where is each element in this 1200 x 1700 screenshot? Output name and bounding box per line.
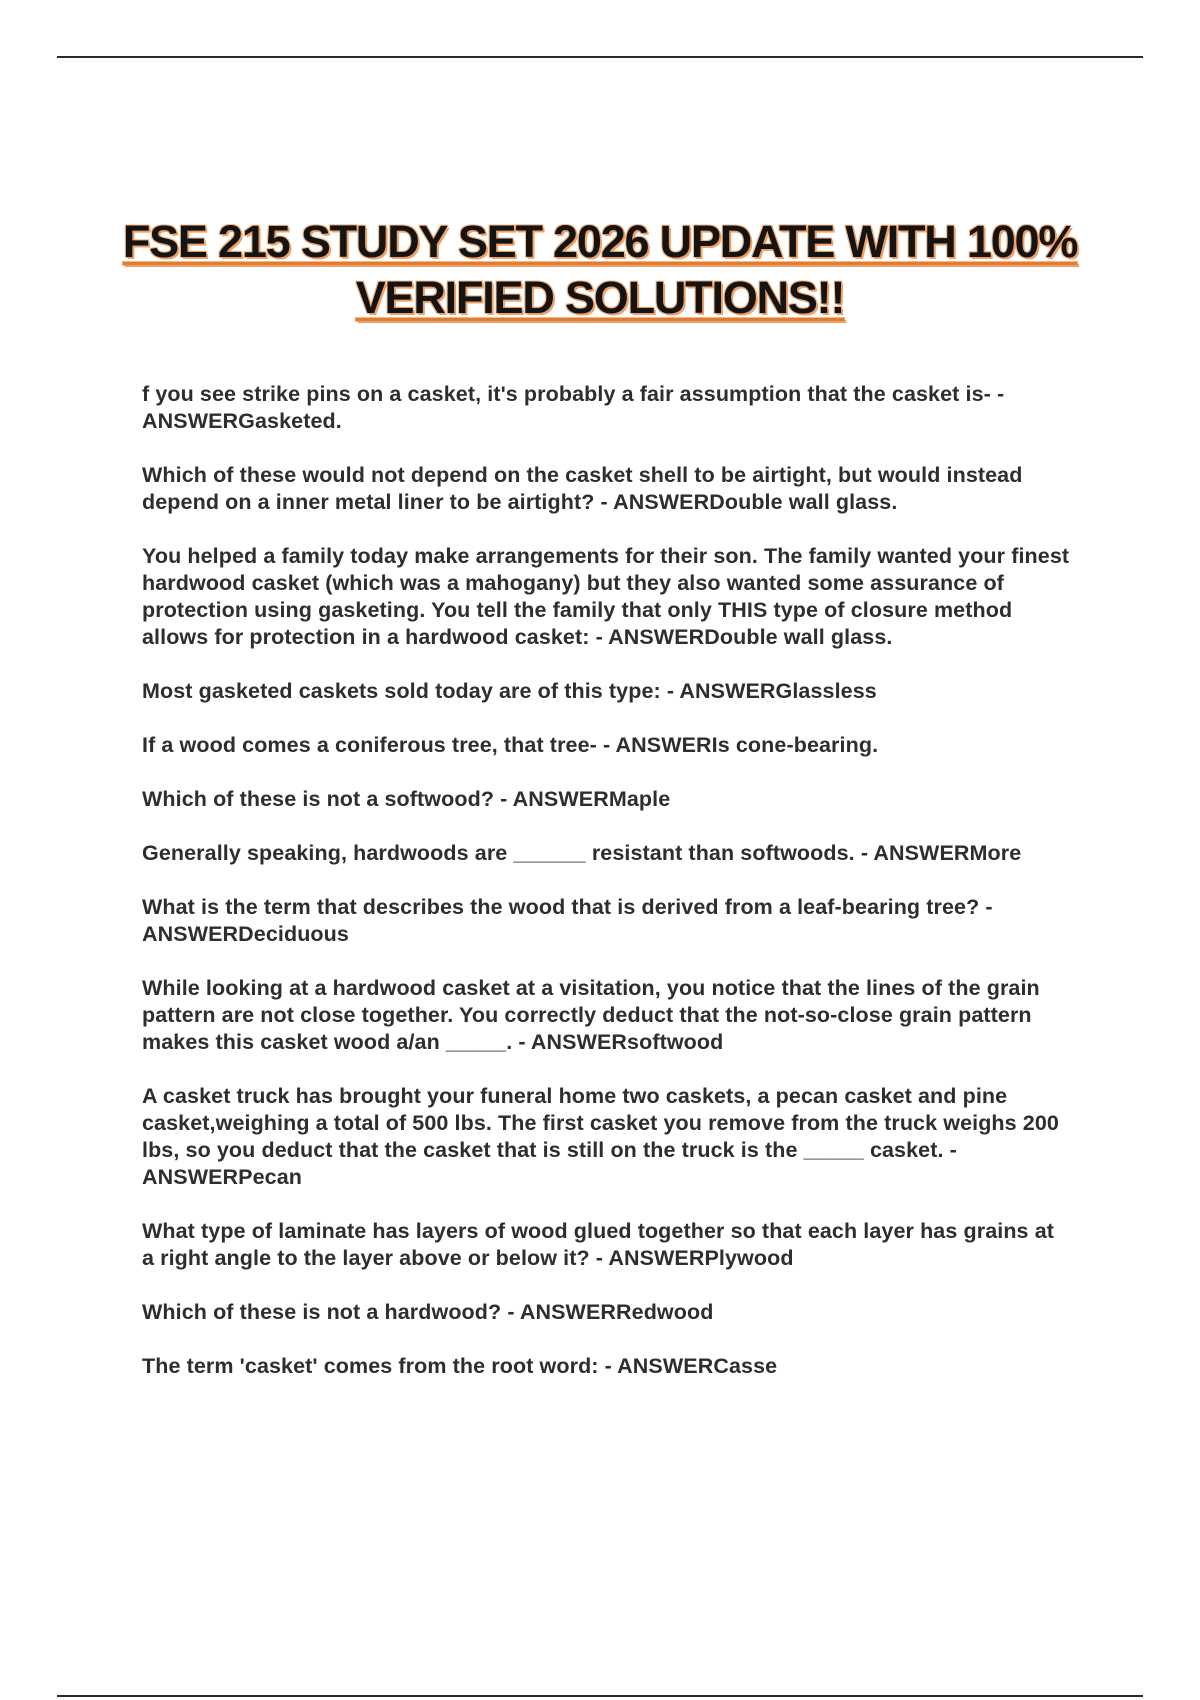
qa-item-9: While looking at a hardwood casket at a visitation, you notice that the lines of the grain pattern are not close together. You correctly deduct that the not-so-close grain pattern makes this casket wood a/an _____. - ANSWERsoftwood xyxy=(142,976,1040,1054)
qa-item-8: What is the term that describes the wood that is derived from a leaf-bearing tree? - ANSWERDeciduous xyxy=(142,895,993,946)
top-rule xyxy=(57,56,1143,58)
qa-item-13: The term 'casket' comes from the root word: - ANSWERCasse xyxy=(142,1354,778,1378)
document-title xyxy=(0,214,1200,326)
qa-item-6: Which of these is not a softwood? - ANSWERMaple xyxy=(142,787,671,811)
qa-item-2: Which of these would not depend on the casket shell to be airtight, but would instead depend on a inner metal liner to be airtight? - ANSWERDouble wall glass. xyxy=(142,463,1023,514)
qa-item-5: If a wood comes a coniferous tree, that tree- - ANSWERIs cone-bearing. xyxy=(142,733,879,757)
title-line-2: VERIFIED SOLUTIONS!! xyxy=(355,272,845,323)
qa-item-4: Most gasketed caskets sold today are of this type: - ANSWERGlassless xyxy=(142,679,877,703)
qa-list xyxy=(142,381,1072,1407)
qa-item-10: A casket truck has brought your funeral home two caskets, a pecan casket and pine casket,weighing a total of 500 lbs. The first casket you remove from the truck weighs 200 lbs, so you deduct that the casket that is still on the truck is the _____ casket. - ANSWERPecan xyxy=(142,1084,1059,1189)
qa-item-11: What type of laminate has layers of wood glued together so that each layer has grains at a right angle to the layer above or below it? - ANSWERPlywood xyxy=(142,1219,1055,1270)
title-line-1: FSE 215 STUDY SET 2026 UPDATE WITH 100% xyxy=(122,216,1078,267)
qa-item-1: f you see strike pins on a casket, it's probably a fair assumption that the casket is- - ANSWERGasketed. xyxy=(142,382,1005,433)
qa-item-12: Which of these is not a hardwood? - ANSWERRedwood xyxy=(142,1300,714,1324)
qa-item-7: Generally speaking, hardwoods are ______ resistant than softwoods. - ANSWERMore xyxy=(142,841,1022,865)
qa-item-3: You helped a family today make arrangements for their son. The family wanted your finest hardwood casket (which was a mahogany) but they also wanted some assurance of protection using gasketing. You tell the family that only THIS type of closure method allows for protection in a hardwood casket: - ANSWERDouble wall glass. xyxy=(142,544,1070,649)
bottom-rule xyxy=(57,1695,1143,1697)
